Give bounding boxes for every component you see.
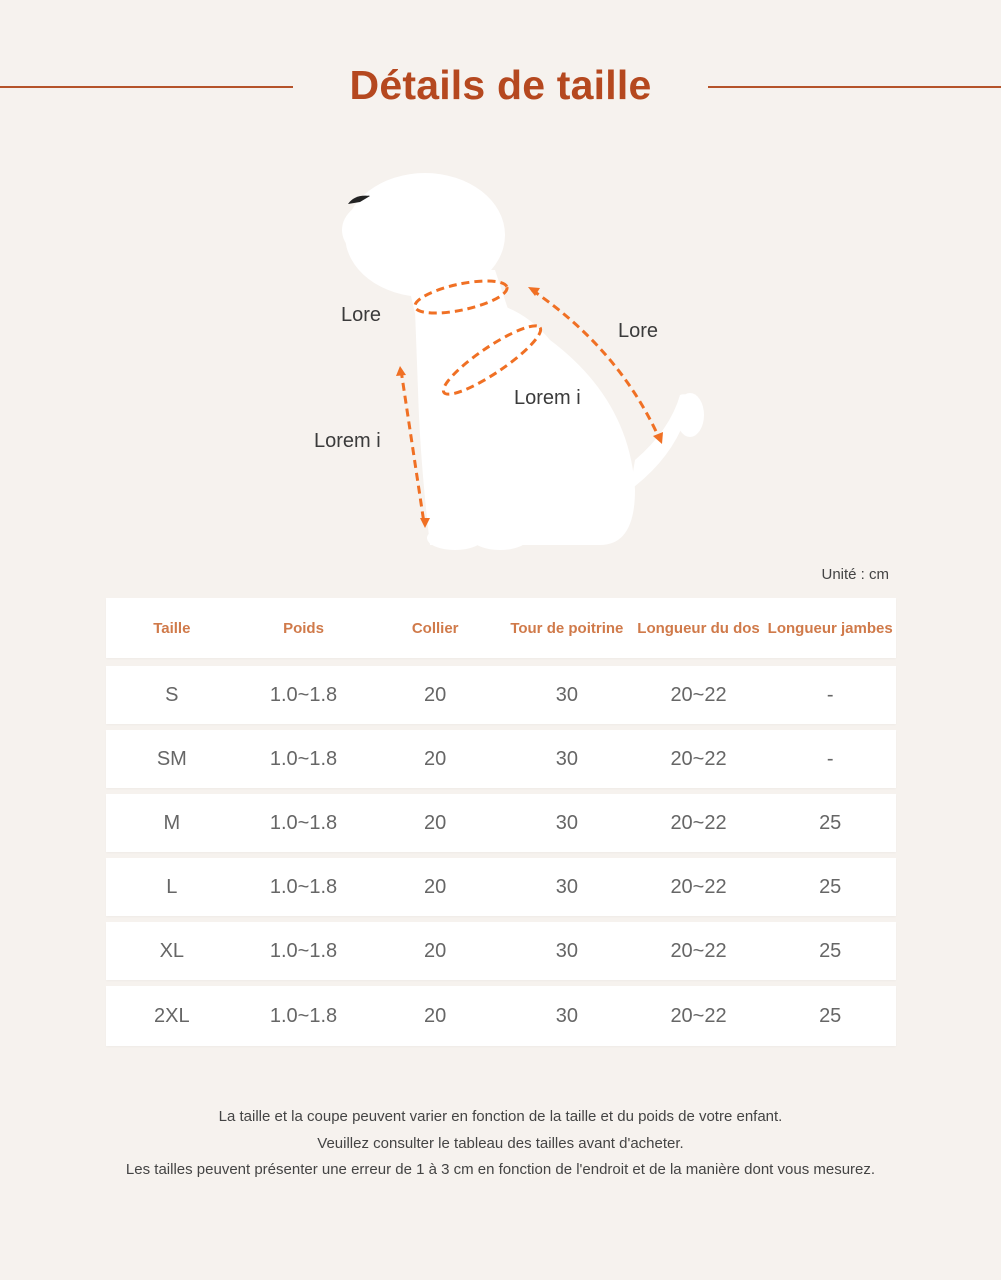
cell-leg-length: - bbox=[826, 683, 834, 706]
cell-leg-length: 25 bbox=[819, 875, 842, 898]
cell-weight: 1.0~1.8 bbox=[269, 1004, 338, 1027]
title-row bbox=[0, 60, 1001, 116]
note-line: La taille et la coupe peuvent varier en fonction de la taille et du poids de votre enfant. bbox=[218, 1108, 783, 1125]
cell-weight: 1.0~1.8 bbox=[269, 811, 338, 834]
cell-collar: 20 bbox=[424, 1004, 447, 1027]
header-collar: Collier bbox=[411, 619, 459, 637]
table-row bbox=[106, 986, 896, 1046]
cell-weight: 1.0~1.8 bbox=[269, 939, 338, 962]
cell-back-length: 20~22 bbox=[670, 939, 727, 962]
cell-size: SM bbox=[156, 747, 187, 770]
size-table bbox=[106, 598, 896, 1052]
table-row bbox=[106, 730, 896, 788]
header-size: Taille bbox=[153, 619, 191, 637]
header-back-length: Longueur du dos bbox=[637, 619, 760, 637]
cell-collar: 20 bbox=[424, 939, 447, 962]
unit-label: Unité : cm bbox=[821, 566, 889, 583]
dog-illustration-icon bbox=[300, 160, 720, 560]
cell-size: L bbox=[166, 875, 178, 898]
table-header-row bbox=[106, 598, 896, 658]
cell-collar: 20 bbox=[424, 875, 447, 898]
cell-leg-length: 25 bbox=[819, 939, 842, 962]
cell-collar: 20 bbox=[424, 747, 447, 770]
size-notes bbox=[0, 1104, 1001, 1184]
leg-measure-label: Lorem i bbox=[314, 430, 381, 452]
cell-size: XL bbox=[159, 939, 185, 962]
cell-collar: 20 bbox=[424, 683, 447, 706]
chest-measure-label: Lorem i bbox=[514, 387, 581, 409]
header-weight: Poids bbox=[283, 619, 324, 637]
cell-back-length: 20~22 bbox=[670, 747, 727, 770]
neck-measure-label: Lore bbox=[341, 304, 382, 326]
table-row bbox=[106, 858, 896, 916]
table-row bbox=[106, 666, 896, 724]
cell-back-length: 20~22 bbox=[670, 875, 727, 898]
cell-leg-length: - bbox=[826, 747, 834, 770]
dog-measurement-figure bbox=[300, 160, 720, 560]
table-row bbox=[106, 794, 896, 852]
cell-chest: 30 bbox=[555, 683, 578, 706]
header-chest: Tour de poitrine bbox=[510, 619, 624, 637]
page-title: Détails de taille bbox=[349, 62, 652, 108]
cell-chest: 30 bbox=[555, 939, 578, 962]
cell-leg-length: 25 bbox=[819, 1004, 842, 1027]
back-measure-label: Lore bbox=[618, 320, 659, 342]
cell-chest: 30 bbox=[555, 875, 578, 898]
cell-weight: 1.0~1.8 bbox=[269, 683, 338, 706]
cell-weight: 1.0~1.8 bbox=[269, 875, 338, 898]
cell-back-length: 20~22 bbox=[670, 811, 727, 834]
cell-leg-length: 25 bbox=[819, 811, 842, 834]
title-divider-right bbox=[708, 86, 1001, 88]
header-leg-length: Longueur jambes bbox=[767, 619, 893, 637]
note-line: Les tailles peuvent présenter une erreur de 1 à 3 cm en fonction de l'endroit et de la manière dont vous mesurez. bbox=[125, 1161, 876, 1178]
cell-chest: 30 bbox=[555, 811, 578, 834]
table-row bbox=[106, 922, 896, 980]
cell-chest: 30 bbox=[555, 1004, 578, 1027]
cell-back-length: 20~22 bbox=[670, 683, 727, 706]
cell-size: 2XL bbox=[154, 1004, 190, 1027]
cell-collar: 20 bbox=[424, 811, 447, 834]
cell-back-length: 20~22 bbox=[670, 1004, 727, 1027]
cell-chest: 30 bbox=[555, 747, 578, 770]
note-line: Veuillez consulter le tableau des tailles avant d'acheter. bbox=[317, 1134, 684, 1152]
cell-size: M bbox=[163, 811, 181, 834]
cell-weight: 1.0~1.8 bbox=[269, 747, 338, 770]
cell-size: S bbox=[165, 683, 179, 706]
